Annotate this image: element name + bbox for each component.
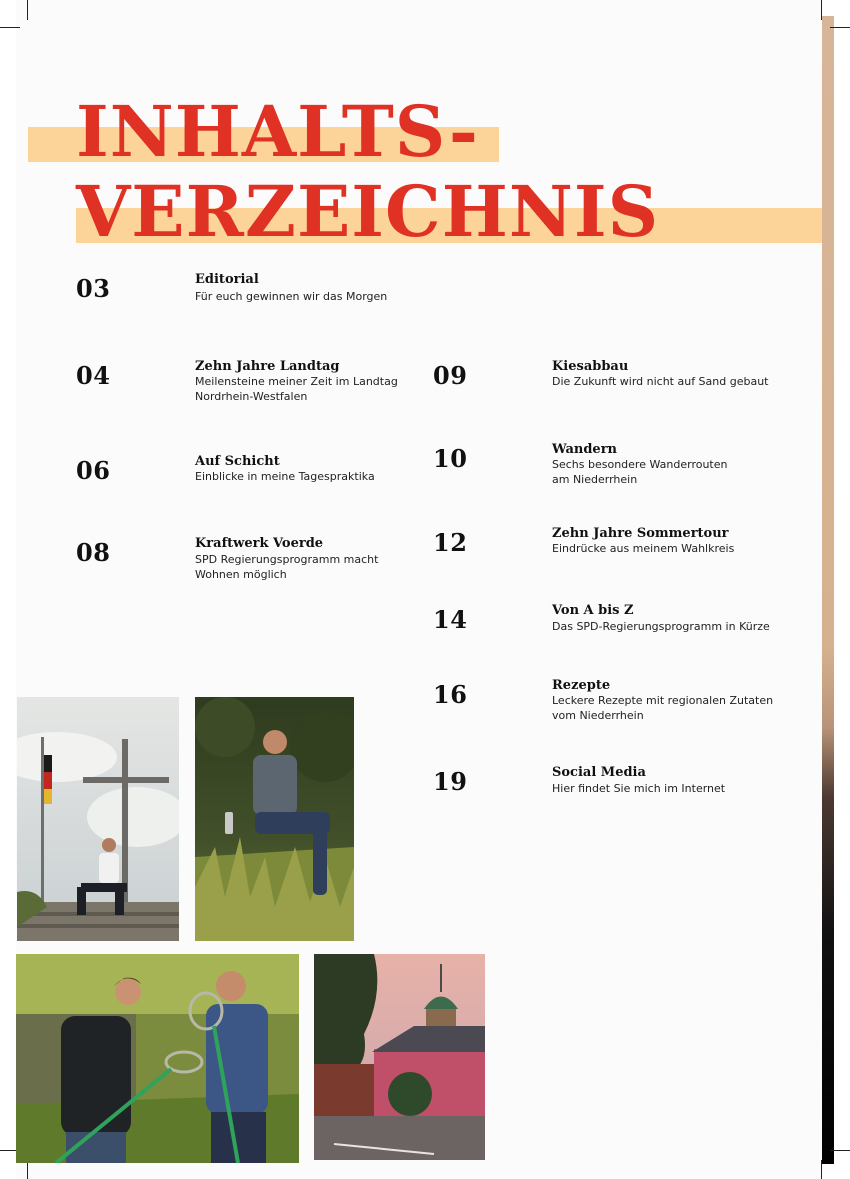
toc-entry-12[interactable]: [433, 526, 803, 586]
page-number: 08: [76, 538, 111, 567]
page-number: 06: [76, 456, 111, 485]
entry-description: Das SPD-Regierungsprogramm in Kürze: [552, 620, 770, 633]
toc-entry-04[interactable]: [76, 359, 416, 419]
entry-description: SPD Regierungsprogramm macht Wohnen möglich: [195, 553, 379, 581]
entry-description: Sechs besondere Wanderrouten am Niederrhein: [552, 458, 728, 486]
entry-description: Meilensteine meiner Zeit im Landtag Nordrhein-Westfalen: [195, 375, 398, 403]
entry-description: Leckere Rezepte mit regionalen Zutaten vom Niederrhein: [552, 694, 774, 722]
crop-mark: [27, 0, 28, 20]
entry-title: Auf Schicht: [195, 454, 280, 469]
page-number: 14: [433, 605, 468, 634]
photo-cross-hill: [17, 697, 179, 941]
page-number: 09: [433, 361, 468, 390]
entry-title: Kraftwerk Voerde: [195, 536, 324, 551]
toc-entry-14[interactable]: [433, 603, 803, 663]
page-number: 03: [76, 274, 111, 303]
photo-two-people-net: [16, 954, 299, 1163]
entry-title: Rezepte: [552, 678, 611, 693]
entry-description: Für euch gewinnen wir das Morgen: [195, 290, 388, 303]
page-title-line-1: INHALTS-: [76, 90, 479, 173]
entry-title: Kiesabbau: [552, 359, 629, 374]
page-number: 10: [433, 444, 468, 473]
entry-title: Zehn Jahre Landtag: [195, 359, 340, 374]
crop-mark: [0, 27, 20, 28]
entry-title: Wandern: [552, 442, 618, 457]
page-number: 16: [433, 680, 468, 709]
entry-description: Die Zukunft wird nicht auf Sand gebaut: [552, 375, 769, 388]
page-number: 12: [433, 528, 468, 557]
page-number: 04: [76, 361, 111, 390]
toc-entry-03[interactable]: [76, 272, 416, 332]
page-spine: [822, 16, 834, 1164]
toc-entry-16[interactable]: [433, 678, 803, 738]
entry-description: Einblicke in meine Tagespraktika: [195, 470, 375, 483]
toc-entry-09[interactable]: [433, 359, 803, 419]
toc-entry-10[interactable]: [433, 442, 803, 502]
entry-title: Social Media: [552, 765, 646, 780]
entry-title: Editorial: [195, 272, 259, 287]
crop-mark: [821, 1160, 822, 1179]
photo-man-sitting-field: [195, 697, 354, 941]
crop-mark: [821, 0, 822, 20]
toc-entry-06[interactable]: [76, 454, 416, 514]
toc-entry-08[interactable]: [76, 536, 416, 596]
entry-description: Hier findet Sie mich im Internet: [552, 782, 726, 795]
page-number: 19: [433, 767, 468, 796]
photo-town-square: [314, 954, 485, 1160]
entry-description: Eindrücke aus meinem Wahlkreis: [552, 542, 735, 555]
entry-title: Zehn Jahre Sommertour: [552, 526, 729, 541]
page-title-line-2: VERZEICHNIS: [76, 170, 660, 253]
crop-mark: [830, 27, 850, 28]
entry-title: Von A bis Z: [552, 603, 634, 618]
toc-entry-19[interactable]: [433, 765, 803, 825]
crop-mark: [830, 1150, 850, 1151]
